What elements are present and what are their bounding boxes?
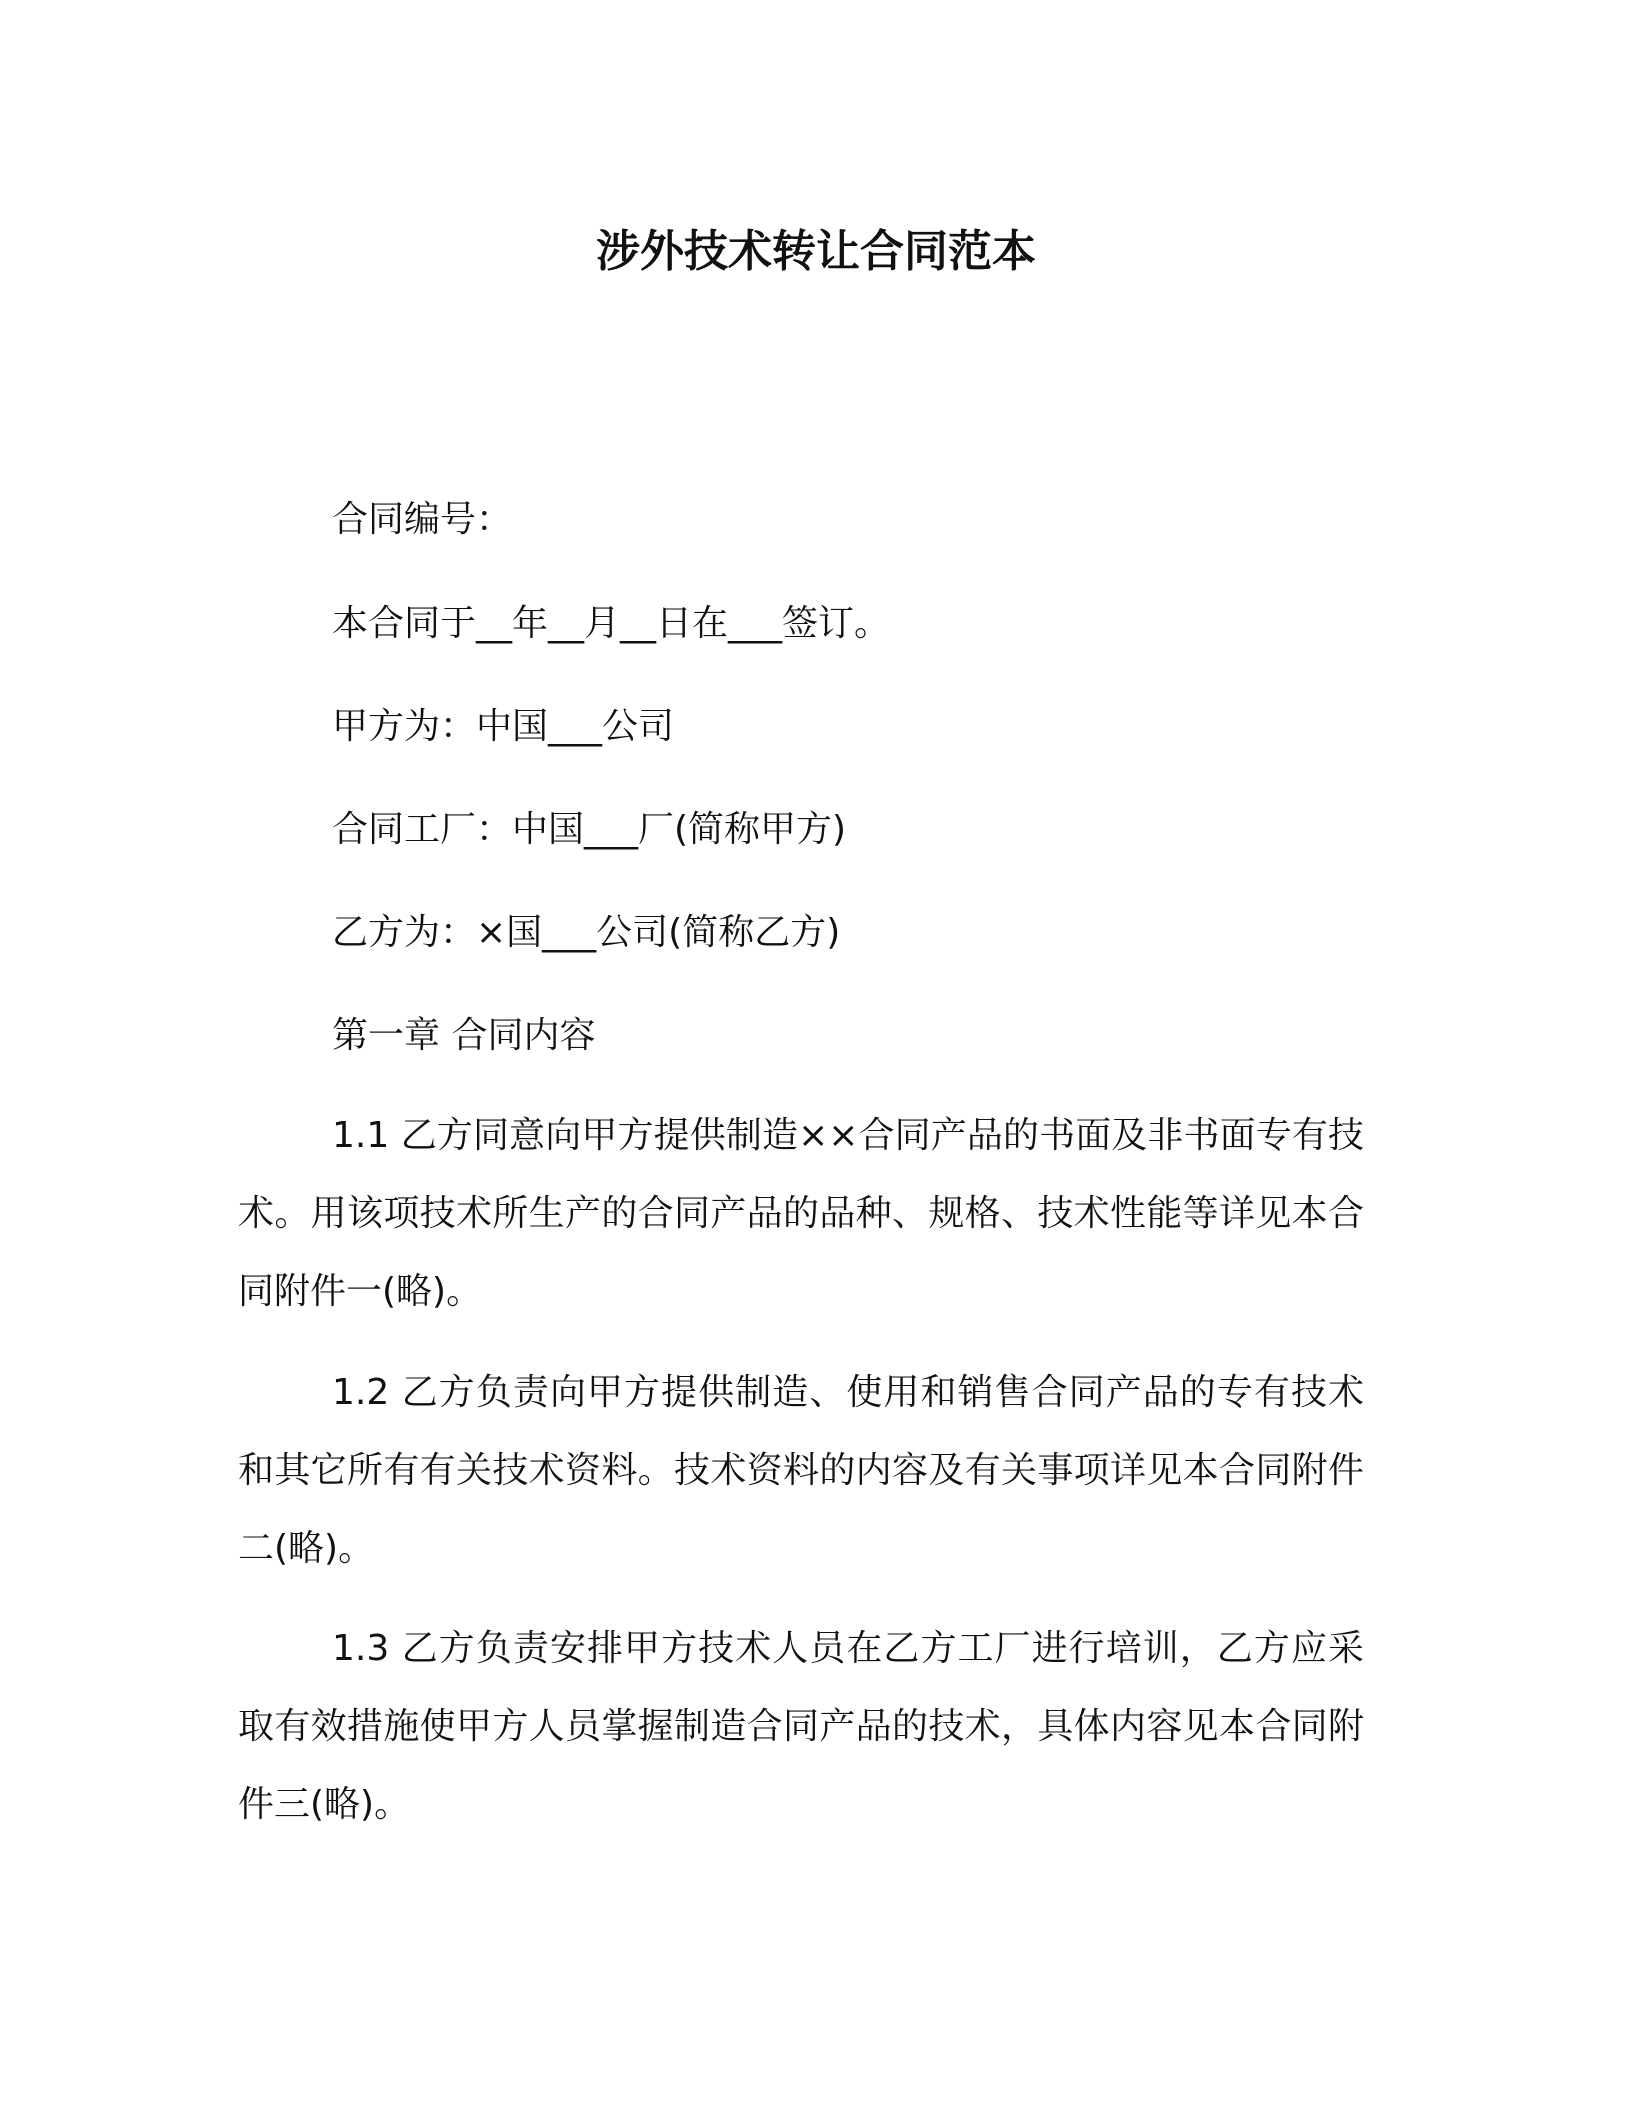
contract-factory-line: 合同工厂：中国___厂(简称甲方)	[332, 809, 847, 850]
chapter-heading: 第一章 合同内容	[332, 1015, 596, 1056]
signing-date-line: 本合同于__年__月__日在___签订。	[332, 603, 891, 644]
clause-1-1: 1.1 乙方同意向甲方提供制造××合同产品的书面及非书面专有技术。用该项技术所生产的合同产品的品种、规格、技术性能等详见本合同附件一(略)。	[238, 1115, 1364, 1312]
document-title: 涉外技术转让合同范本	[596, 226, 1036, 277]
clause-1-3: 1.3 乙方负责安排甲方技术人员在乙方工厂进行培训，乙方应采取有效措施使甲方人员掌握制造合同产品的技术，具体内容见本合同附件三(略)。	[238, 1628, 1364, 1825]
party-a-line: 甲方为：中国___公司	[332, 706, 675, 747]
party-b-line: 乙方为：×国___公司(简称乙方)	[332, 912, 841, 953]
contract-number-line: 合同编号：	[332, 499, 513, 540]
clause-1-2: 1.2 乙方负责向甲方提供制造、使用和销售合同产品的专有技术和其它所有有关技术资料。技术资料的内容及有关事项详见本合同附件二(略)。	[238, 1372, 1364, 1569]
